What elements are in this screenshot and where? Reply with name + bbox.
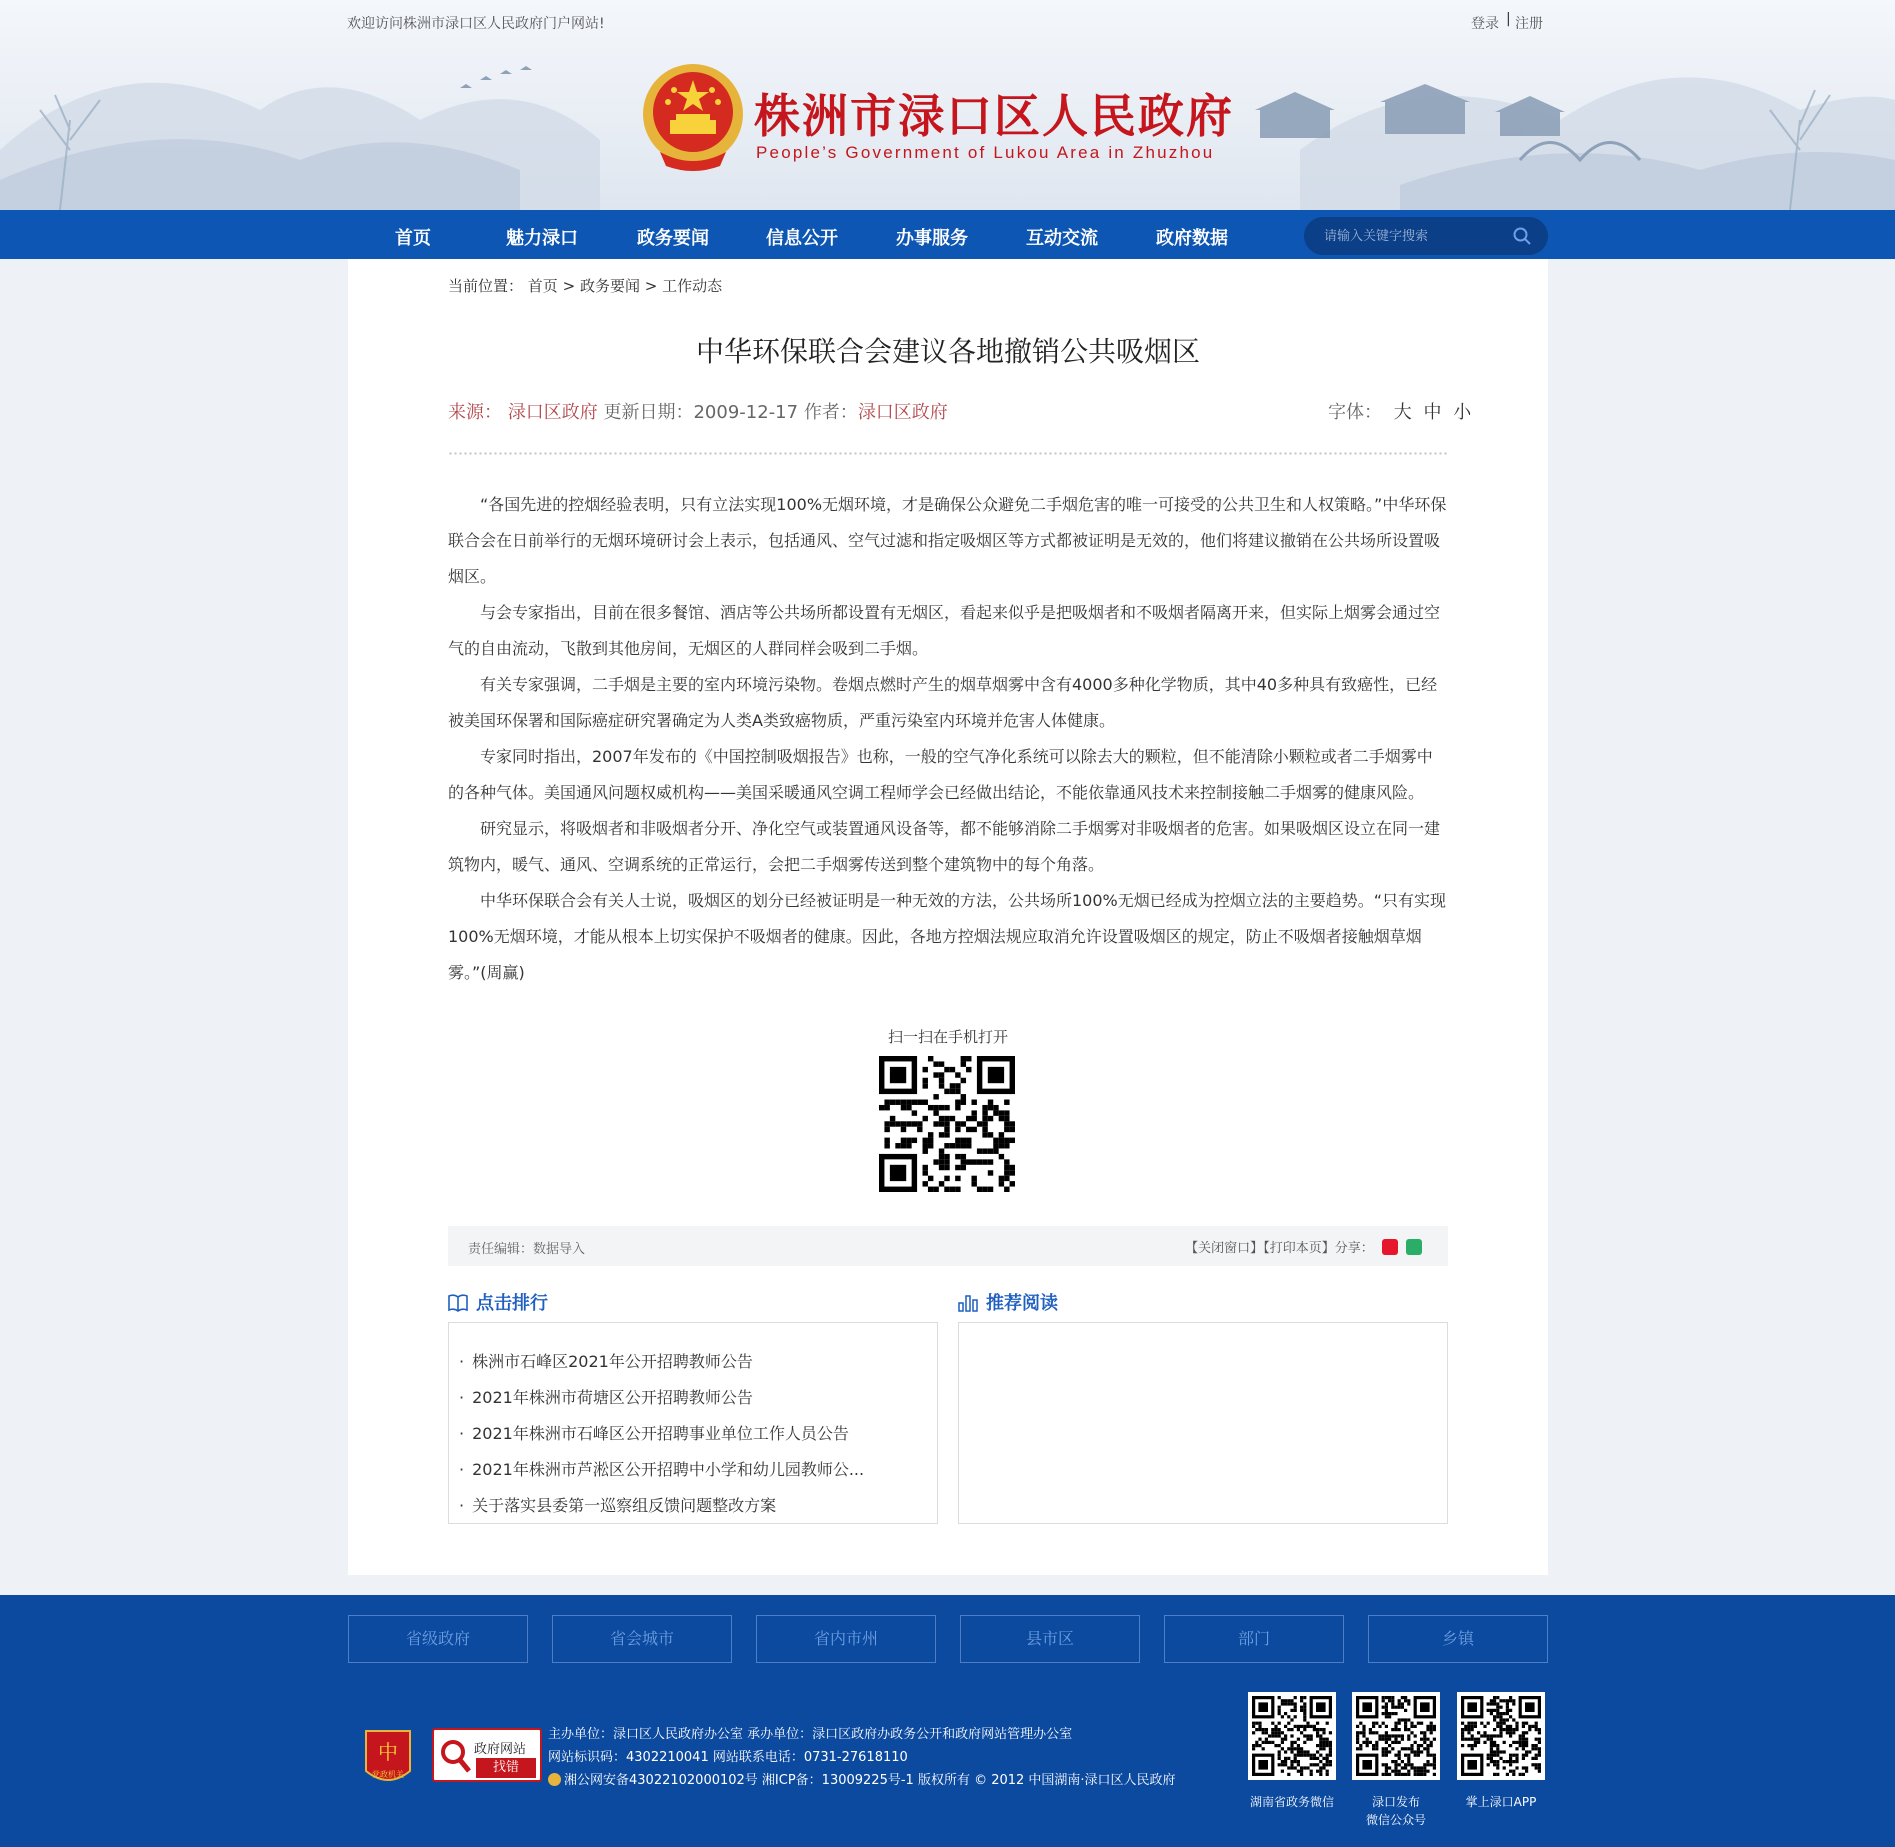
nav-item-interaction[interactable]: 互动交流: [1026, 228, 1098, 249]
footer-link-towns[interactable]: 乡镇: [1368, 1615, 1548, 1663]
badge-text: 党政机关: [372, 1770, 404, 1779]
police-badge-icon: [548, 1773, 561, 1786]
font-size-medium[interactable]: 中: [1423, 402, 1442, 423]
breadcrumb-home[interactable]: 首页: [527, 277, 558, 295]
footer-icp: 湘公网安备43022102000102号 湘ICP备：13009225号-1 版权所有 © 2012 中国湖南·渌口区人民政府: [548, 1769, 1176, 1788]
editor-value: 数据导入: [533, 1242, 586, 1257]
article-paragraph: “各国先进的控烟经验表明，只有立法实现100%无烟环境，才是确保公众避免二手烟危害的唯一可接受的公共卫生和人权策略。”中华环保联合会在日前举行的无烟环境研讨会上表示，包括通风、空气过滤和指定吸烟区等方式都被证明是无效的，他们将建议撤销在公共场所设置吸烟区。: [448, 495, 1447, 586]
article-paragraph: 有关专家强调，二手烟是主要的室内环境污染物。卷烟点燃时产生的烟草烟雾中含有4000多种化学物质，其中40多种具有致癌性，已经被美国环保署和国际癌症研究署确定为人类A类致癌物质，严重污染室内环境并危害人体健康。: [448, 675, 1438, 730]
share-label: 分享：: [1334, 1241, 1374, 1256]
ranking-section-title: [448, 1289, 548, 1315]
article-paragraph: 与会专家指出，目前在很多餐馆、酒店等公共场所都设置有无烟区，看起来似乎是把吸烟者和不吸烟者隔离开来，但实际上烟雾会通过空气的自由流动，飞散到其他房间，无烟区的人群同样会吸到二手烟。: [448, 603, 1441, 658]
font-size-label: 字体：: [1328, 402, 1382, 423]
footer-link-counties[interactable]: 县市区: [960, 1615, 1140, 1663]
recommend-section-title: [958, 1289, 1058, 1315]
ranking-list: [448, 1322, 938, 1524]
article-paragraph: 研究显示，将吸烟者和非吸烟者分开、净化空气或装置通风设备等，都不能够消除二手烟雾对非吸烟者的危害。如果吸烟区设立在同一建筑物内，暖气、通风、空调系统的正常运行，会把二手烟雾传送到整个建筑物中的每个角落。: [448, 819, 1441, 874]
search-icon[interactable]: [1512, 226, 1532, 246]
website-error-report-badge[interactable]: [432, 1728, 542, 1782]
nav-item-information-disclosure[interactable]: 信息公开: [766, 228, 838, 249]
dotted-divider: [448, 451, 1448, 456]
login-link[interactable]: 登录: [1471, 16, 1499, 32]
welcome-text: 欢迎访问株洲市渌口区人民政府门户网站!: [347, 16, 605, 32]
footer-link-provincial-gov[interactable]: 省级政府: [348, 1615, 528, 1663]
footer-link-departments[interactable]: 部门: [1164, 1615, 1344, 1663]
footer-host-info: 主办单位：渌口区人民政府办公室 承办单位：渌口区政府办政务公开和政府网站管理办公室: [548, 1727, 1073, 1742]
qr-code: [879, 1056, 1015, 1192]
editor-info: [468, 1238, 585, 1257]
close-window-link[interactable]: 【关闭窗口】: [1185, 1241, 1264, 1256]
print-page-link[interactable]: 【打印本页】: [1263, 1241, 1335, 1256]
footer-link-capital-cities[interactable]: 省会城市: [552, 1615, 732, 1663]
recommend-list: [958, 1322, 1448, 1524]
site-title: 株洲市渌口区人民政府: [754, 89, 1234, 143]
breadcrumb-government-news[interactable]: 政务要闻: [579, 277, 640, 295]
date-value: 2009-12-17: [693, 402, 799, 423]
source-label: 来源：: [448, 402, 502, 423]
qr-caption-lukou-wechat: 渌口发布 微信公众号: [1365, 1795, 1426, 1827]
nav-item-home[interactable]: 首页: [395, 228, 431, 249]
list-item[interactable]: · 2021年株洲市芦淞区公开招聘中小学和幼儿园教师公...: [459, 1460, 865, 1479]
book-icon: [448, 1294, 468, 1312]
footer-link-cities[interactable]: 省内市州: [756, 1615, 936, 1663]
font-size-selector: [1328, 398, 1471, 424]
nav-item-charm-lukou[interactable]: 魅力渌口: [506, 228, 578, 249]
weibo-share-icon[interactable]: [1382, 1239, 1398, 1255]
date-label: 更新日期：: [603, 402, 694, 423]
list-item[interactable]: · 株洲市石峰区2021年公开招聘教师公告: [459, 1352, 753, 1371]
qr-code-lukou-app: [1457, 1692, 1545, 1780]
breadcrumb: [448, 275, 722, 296]
article-tools: [1185, 1237, 1422, 1256]
article-paragraph: 中华环保联合会有关人士说，吸烟区的划分已经被证明是一种无效的方法，公共场所100%无烟已经成为控烟立法的主要趋势。“只有实现100%无烟环境，才能从根本上切实保护不吸烟者的健康。因此，各地方控烟法规应取消允许设置吸烟区的规定，防止不吸烟者接触烟草烟雾。”(周赢): [448, 891, 1447, 982]
list-item[interactable]: · 2021年株洲市石峰区公开招聘事业单位工作人员公告: [459, 1424, 849, 1443]
breadcrumb-prefix: 当前位置：: [448, 277, 524, 295]
breadcrumb-separator: >: [562, 277, 576, 295]
badge-line2: 找错: [476, 1758, 536, 1778]
footer: [0, 1595, 1895, 1847]
breadcrumb-separator: >: [644, 277, 658, 295]
main-navigation: [0, 210, 1895, 259]
footer-site-id: 网站标识码：4302210041 网站联系电话：0731-27618110: [548, 1750, 908, 1765]
magnifier-icon: [438, 1736, 472, 1776]
badge-line1: 政府网站: [474, 1742, 527, 1757]
topbar-separator: |: [1506, 11, 1511, 27]
qr-caption-lukou-app: 掌上渌口APP: [1465, 1795, 1537, 1809]
font-size-small[interactable]: 小: [1453, 402, 1472, 423]
list-item[interactable]: · 关于落实县委第一巡察组反馈问题整改方案: [459, 1496, 777, 1515]
qr-code-hunan-wechat: [1248, 1692, 1336, 1780]
wechat-share-icon[interactable]: [1406, 1239, 1422, 1255]
source-value: 渌口区政府: [507, 402, 598, 423]
list-item[interactable]: · 2021年株洲市荷塘区公开招聘教师公告: [459, 1388, 753, 1407]
author-value: 渌口区政府: [857, 402, 948, 423]
nav-item-government-news[interactable]: 政务要闻: [637, 228, 709, 249]
qr-code-lukou-wechat: [1352, 1692, 1440, 1780]
font-size-large[interactable]: 大: [1393, 402, 1412, 423]
editor-bar: [448, 1226, 1448, 1266]
nav-item-government-data[interactable]: 政府数据: [1156, 228, 1228, 249]
breadcrumb-work-updates[interactable]: 工作动态: [662, 277, 723, 295]
recommend-title: 推荐阅读: [986, 1293, 1058, 1314]
author-label: 作者：: [803, 402, 858, 423]
qr-caption-hunan-wechat: 湖南省政务微信: [1249, 1795, 1334, 1809]
national-emblem-icon: [640, 62, 746, 174]
nav-item-services[interactable]: 办事服务: [896, 228, 968, 249]
qr-caption: 扫一扫在手机打开: [887, 1028, 1008, 1046]
article-body: [448, 487, 1448, 991]
header-banner: [0, 0, 1895, 210]
article-title: 中华环保联合会建议各地撤销公共吸烟区: [695, 335, 1200, 368]
search-box: [1304, 217, 1548, 255]
party-government-badge-icon[interactable]: [362, 1727, 414, 1789]
article-paragraph: 专家同时指出，2007年发布的《中国控制吸烟报告》也称，一般的空气净化系统可以除去大的颗粒，但不能清除小颗粒或者二手烟雾中的各种气体。美国通风问题权威机构——美国采暖通风空调工程师学会已经做出结论，不能依靠通风技术来控制接触二手烟雾的健康风险。: [448, 747, 1433, 802]
bar-chart-icon: [958, 1294, 978, 1312]
article-meta: [448, 398, 948, 424]
site-subtitle: People’s Government of Lukou Area in Zhuzhou: [756, 143, 1215, 162]
svg-text:中: 中: [378, 1740, 398, 1764]
ranking-title: 点击排行: [476, 1293, 548, 1314]
search-input[interactable]: [1322, 226, 1502, 246]
editor-label: 责任编辑：: [468, 1242, 534, 1257]
register-link[interactable]: 注册: [1515, 16, 1543, 32]
